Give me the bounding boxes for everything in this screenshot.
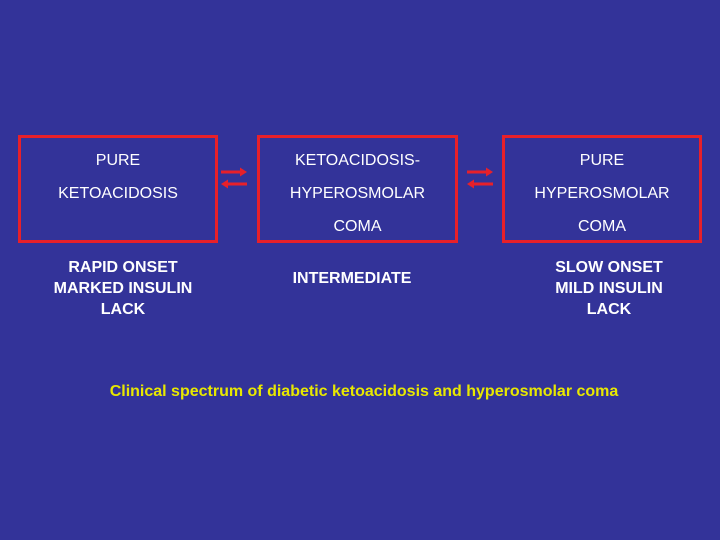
desc-right [509,257,709,320]
bidirectional-arrow-icon [464,166,496,190]
box2-line3: COMA [333,218,382,235]
box3-line2: HYPEROSMOLAR [534,185,670,202]
desc-right-line: MILD INSULIN [555,280,663,297]
desc-middle [252,268,452,289]
desc-right-line: SLOW ONSET [555,259,663,276]
box2-line1: KETOACIDOSIS- [294,152,421,169]
box2-line2: HYPEROSMOLAR [289,185,426,202]
box1-line2: KETOACIDOSIS [58,185,178,202]
bidirectional-arrow-icon [218,166,250,190]
desc-left-line: LACK [100,301,146,318]
box3-line3: COMA [578,218,626,235]
caption: Clinical spectrum of diabetic ketoacidosis and hyperosmolar coma [109,383,619,400]
box3-line1: PURE [579,152,625,169]
desc-left [23,257,223,320]
desc-right-line: LACK [586,301,632,318]
desc-left-line: MARKED INSULIN [53,280,193,297]
desc-left-line: RAPID ONSET [68,259,178,276]
box1-line1: PURE [95,152,141,169]
desc-middle-line: INTERMEDIATE [292,270,412,287]
